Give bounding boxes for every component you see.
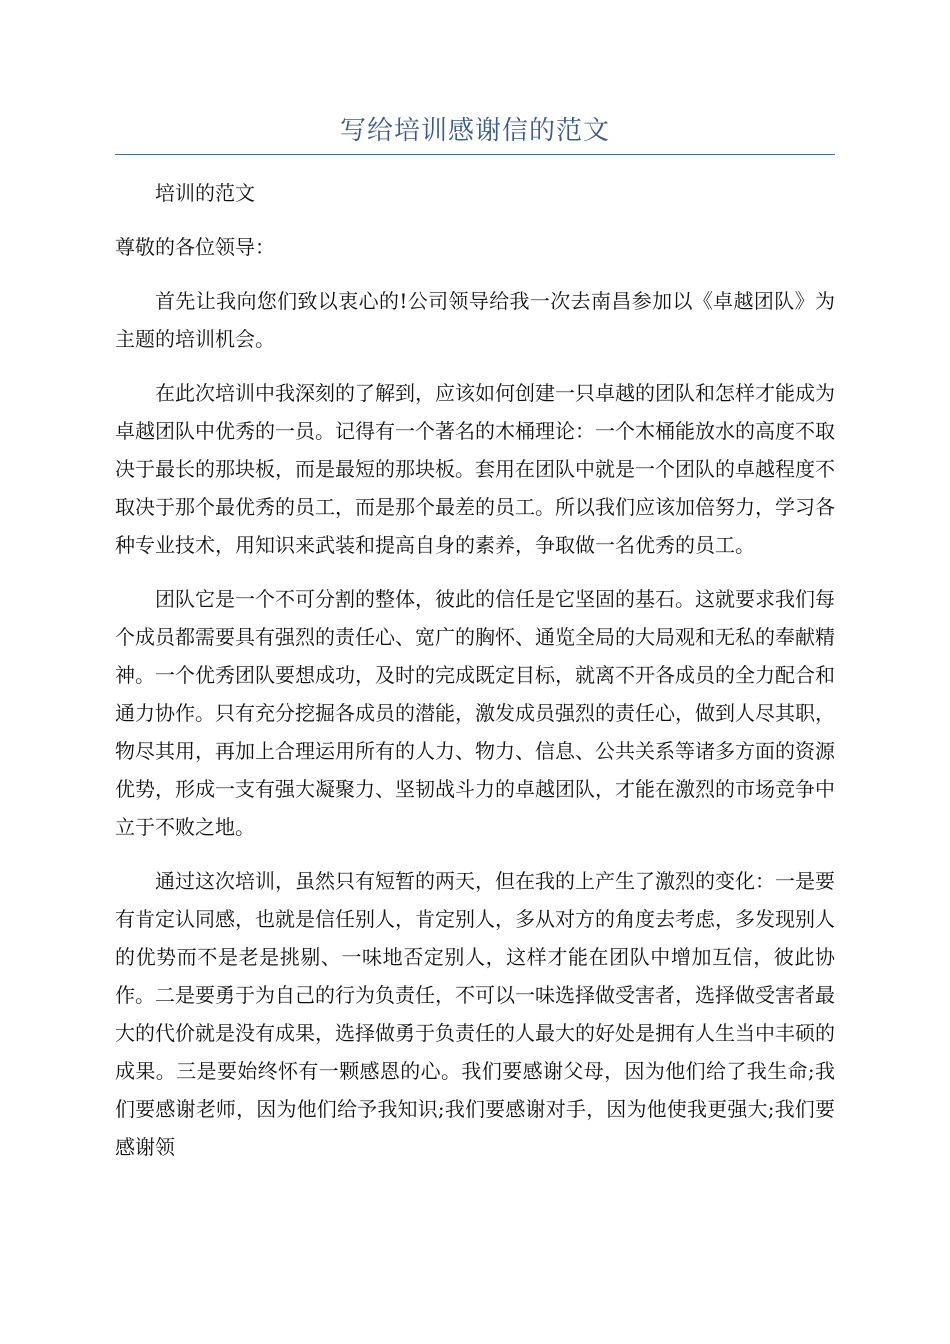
- salutation: 尊敬的各位领导：: [115, 235, 275, 259]
- paragraph-4: 通过这次培训，虽然只有短暂的两天，但在我的上产生了激烈的变化：一是要有肯定认同感，也就是信任别人，肯定别人，多从对方的角度去考虑，多发现别人的优势而不是老是挑剔、一味地否定别人，这样才能在团队中增加互信，彼此协作。二是要勇于为自己的行为负责任，不可以一味选择做受害者，选择做受害者最大的代价就是没有成果，选择做勇于负责任的人最大的好处是拥有人生当中丰硕的成果。三是要始终怀有一颗感恩的心。我们要感谢父母，因为他们给了我生命;我们要感谢老师，因为他们给予我知识;我们要感谢对手，因为他使我更强大;我们要感谢领: [115, 869, 835, 1159]
- document-body: [115, 174, 835, 1182]
- subtitle-line: 培训的范文: [155, 181, 255, 205]
- title-underline: [115, 154, 835, 155]
- paragraph-1: 首先让我向您们致以衷心的!公司领导给我一次去南昌参加以《卓越团队》为主题的培训机会。: [115, 289, 835, 351]
- paragraph-3: 团队它是一个不可分割的整体，彼此的信任是它坚固的基石。这就要求我们每个成员都需要具有强烈的责任心、宽广的胸怀、通览全局的大局观和无私的奉献精神。一个优秀团队要想成功，及时的完成既定目标，就离不开各成员的全力配合和通力协作。只有充分挖掘各成员的潜能，激发成员强烈的责任心，做到人尽其职，物尽其用，再加上合理运用所有的人力、物力、信息、公共关系等诸多方面的资源优势，形成一支有强大凝聚力、坚韧战斗力的卓越团队，才能在激烈的市场竞争中立于不败之地。: [115, 587, 835, 839]
- paragraph-2: 在此次培训中我深刻的了解到，应该如何创建一只卓越的团队和怎样才能成为卓越团队中优秀的一员。记得有一个著名的木桶理论：一个木桶能放水的高度不取决于最长的那块板，而是最短的那块板。套用在团队中就是一个团队的卓越程度不取决于那个最优秀的员工，而是那个最差的员工。所以我们应该加倍努力，学习各种专业技术，用知识来武装和提高自身的素养，争取做一名优秀的员工。: [115, 381, 835, 557]
- document-title: 写给培训感谢信的范文: [339, 116, 610, 146]
